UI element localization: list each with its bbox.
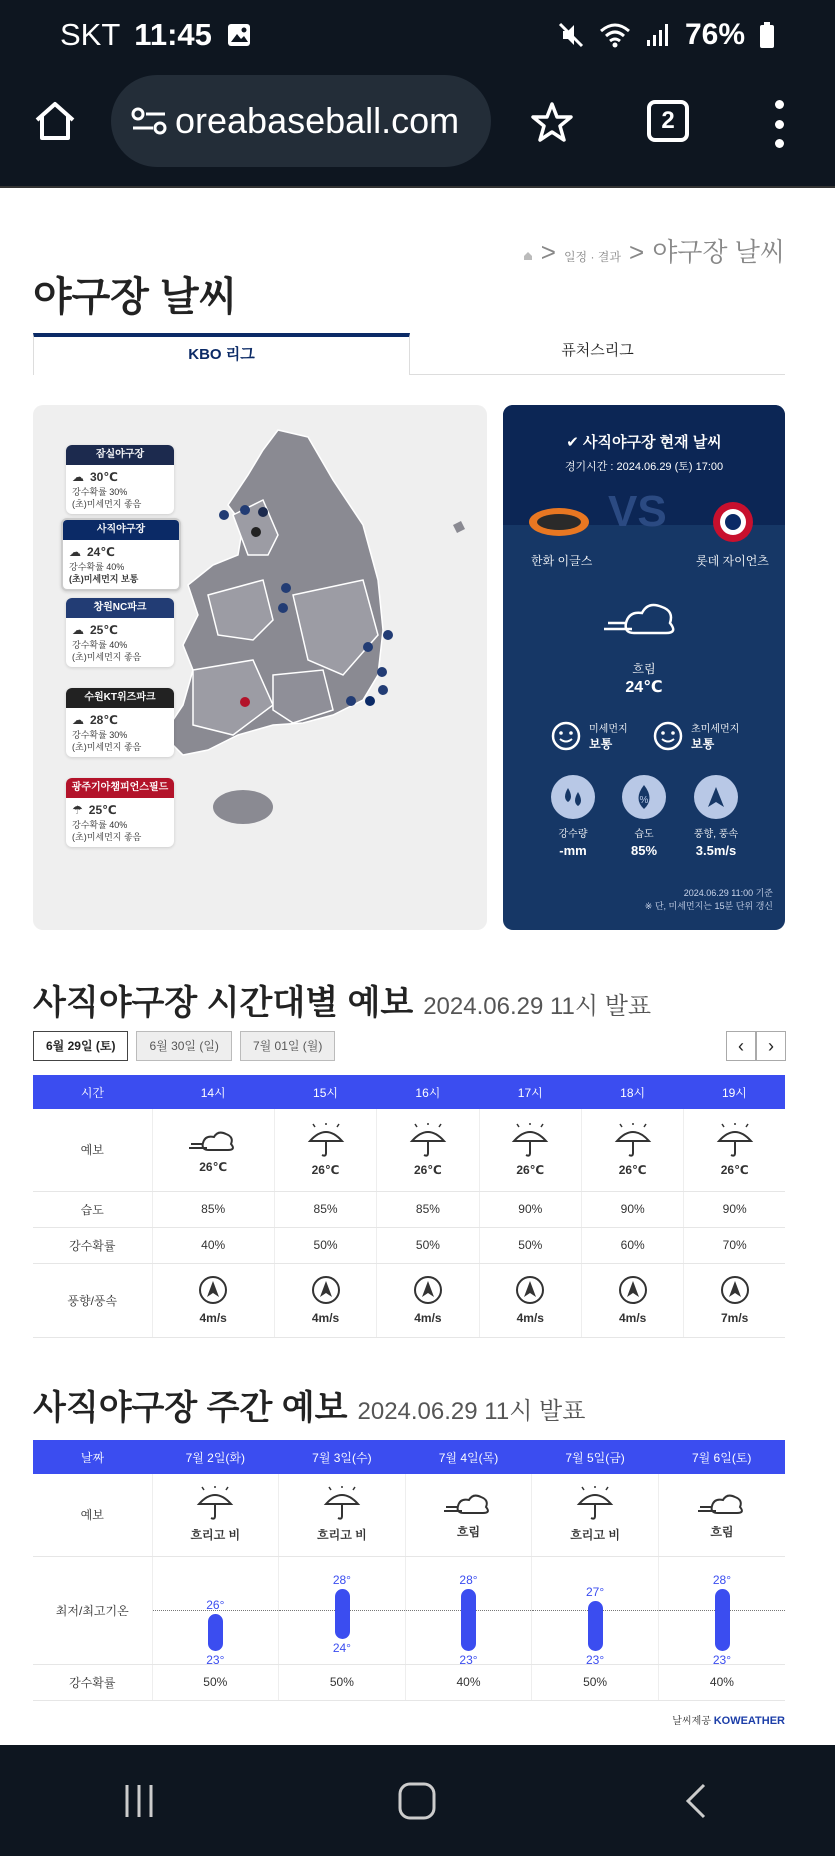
min-temp: 23°: [586, 1653, 605, 1668]
next-arrow-icon[interactable]: ›: [756, 1031, 786, 1061]
tab-switcher-button[interactable]: 2: [647, 100, 689, 142]
day-tab-1[interactable]: 6월 29일 (토): [33, 1031, 128, 1061]
carrier: SKT: [60, 17, 121, 52]
cloudy-icon: [604, 593, 684, 643]
stadium-card-sajik[interactable]: 사직야구장 ☁ 24℃ 강수확률 40% (초)미세먼지 보통: [61, 518, 181, 591]
min-temp: 24°: [332, 1640, 351, 1655]
gallery-icon: [226, 22, 252, 48]
fine-dust: 미세먼지 보통: [551, 720, 628, 752]
hour-nav: [726, 1031, 786, 1061]
breadcrumb: > 일정 · 결과 > 야구장 날씨: [523, 232, 785, 269]
site-settings-icon[interactable]: [131, 106, 167, 136]
min-temp: 23°: [459, 1653, 478, 1668]
stadium-name: 사직야구장: [63, 520, 179, 540]
stadium-name: 광주기아챔피언스필드: [66, 778, 174, 798]
cloudy-icon: [189, 1126, 237, 1156]
clock: 11:45: [134, 17, 212, 52]
min-temp: 23°: [206, 1653, 225, 1668]
browser-toolbar: [0, 70, 835, 188]
rain-stat: 강수량 -mm: [538, 775, 608, 858]
max-temp: 28°: [712, 1572, 732, 1587]
row-label: 시간: [33, 1075, 152, 1109]
page-title: 야구장 날씨: [33, 275, 238, 319]
temp-range-bar: [406, 1566, 532, 1668]
smile-icon: [653, 721, 683, 751]
league-tabs: [33, 333, 785, 375]
day-tab-3[interactable]: 7월 01일 (월): [240, 1031, 335, 1061]
max-temp: 28°: [332, 1572, 351, 1587]
stadium-card-suwon[interactable]: 수원KT위즈파크 ☁ 28℃ 강수확률 30% (초)미세먼지 좋음: [66, 688, 174, 757]
page-content: [0, 190, 835, 1745]
battery-icon: [759, 21, 775, 49]
table-row: 예보 흐리고 비 흐리고 비 흐림 흐리고 비 흐림: [33, 1474, 785, 1556]
table-row: 강수확률 50% 50% 40% 50% 40%: [33, 1664, 785, 1700]
wind-direction-icon: [704, 785, 728, 809]
cloud-icon: ☁: [72, 623, 84, 637]
system-nav-bar: [0, 1745, 835, 1856]
stadium-card-gwangju[interactable]: 광주기아챔피언스필드 ☂ 25℃ 강수확률 40% (초)미세먼지 좋음: [66, 778, 174, 847]
hourly-title: 사직야구장 시간대별 예보 2024.06.29 11시 발표: [33, 984, 652, 1022]
stadium-map: [33, 405, 487, 930]
umbrella-rain-icon: [306, 1123, 346, 1159]
wind-direction-icon: [413, 1275, 443, 1305]
breadcrumb-schedule[interactable]: 일정 · 결과: [563, 250, 621, 264]
away-team: 롯데 자이언츠: [696, 554, 769, 568]
home-small-icon[interactable]: [523, 251, 533, 261]
url-text: oreabaseball.com: [175, 100, 460, 141]
bookmark-star-icon[interactable]: [530, 100, 574, 144]
wifi-icon: [599, 21, 631, 49]
prev-arrow-icon[interactable]: ‹: [726, 1031, 756, 1061]
cloudy-icon: [698, 1489, 746, 1519]
back-icon[interactable]: [676, 1781, 716, 1821]
umbrella-rain-icon: [408, 1123, 448, 1159]
current-weather-panel: [503, 405, 785, 930]
umbrella-rain-icon: [613, 1123, 653, 1159]
hourly-table: 시간 14시 15시 16시 17시 18시 19시 예보 26℃ 26℃ 26℃ 26℃ 26℃ 26℃ 습도 85% 85% 85% 90% 90% 90% 강수확률 40% 50% 50% 50% 60% 70% 풍향/풍속 4m/s 4m/s 4m/s 4m/s 4m/s 7m/s: [33, 1075, 785, 1338]
home-nav-icon[interactable]: [397, 1781, 437, 1821]
home-team: 한화 이글스: [531, 554, 593, 568]
giants-logo-icon: [705, 500, 761, 544]
eagles-logo-icon: [527, 502, 591, 542]
game-time: 경기시간 : 2024.06.29 (토) 17:00: [564, 461, 724, 473]
table-row: 풍향/풍속 4m/s 4m/s 4m/s 4m/s 4m/s 7m/s: [33, 1263, 785, 1337]
breadcrumb-current: 야구장 날씨: [652, 237, 785, 267]
max-temp: 27°: [586, 1585, 605, 1600]
temp-range-bar: [279, 1566, 405, 1654]
current-footnote: 2024.06.29 11:00 기준 ※ 단, 미세먼지는 15분 단위 갱신: [644, 888, 773, 911]
current-condition: 흐림: [632, 662, 656, 676]
table-row: 예보 26℃ 26℃ 26℃ 26℃ 26℃ 26℃: [33, 1109, 785, 1191]
smile-icon: [551, 721, 581, 751]
tab-futures[interactable]: 퓨처스리그: [410, 333, 785, 375]
vs-mark: VS: [608, 487, 667, 536]
home-icon[interactable]: [32, 98, 78, 144]
row-label: 날짜: [33, 1440, 152, 1474]
umbrella-rain-icon: [575, 1486, 615, 1522]
recent-apps-icon[interactable]: [119, 1781, 159, 1821]
cloud-icon: ☁: [72, 713, 84, 727]
max-temp: 28°: [459, 1572, 478, 1587]
table-row: 최저/최고기온 26° 23° 28° 24° 28° 23° 27° 23° 28° 23°: [33, 1556, 785, 1664]
stadium-name: 창원NC파크: [66, 598, 174, 618]
check-icon: ✔: [566, 434, 583, 451]
battery-percent: 76%: [684, 18, 745, 51]
current-title: ✔ 사직야구장 현재 날씨: [566, 434, 722, 451]
umbrella-rain-icon: [322, 1486, 362, 1522]
temp-range-bar: [153, 1566, 279, 1668]
svg-text:%: %: [639, 795, 649, 806]
humidity-icon: [631, 783, 657, 811]
weather-credit: 날씨제공 KOWEATHER: [672, 1715, 785, 1727]
humidity-stat: % 습도 85%: [609, 775, 679, 858]
day-tabs: [33, 1031, 335, 1061]
stadium-name: 수원KT위즈파크: [66, 688, 174, 708]
rain-cloud-icon: ☂: [72, 803, 83, 817]
wind-direction-icon: [311, 1275, 341, 1305]
table-row: 강수확률 40% 50% 50% 50% 60% 70%: [33, 1227, 785, 1263]
stadium-card-changwon[interactable]: 창원NC파크 ☁ 25℃ 강수확률 40% (초)미세먼지 좋음: [66, 598, 174, 667]
mute-icon: [557, 21, 585, 49]
weekly-title: 사직야구장 주간 예보 2024.06.29 11시 발표: [33, 1389, 586, 1427]
umbrella-rain-icon: [510, 1123, 550, 1159]
temp-range-bar: [659, 1566, 785, 1668]
current-temp: 24℃: [625, 679, 663, 696]
url-bar[interactable]: [111, 75, 491, 167]
stadium-card-jamsil[interactable]: 잠실야구장 ☁ 30℃ 강수확률 30% (초)미세먼지 좋음: [66, 445, 174, 514]
wind-stat: 풍향, 풍속 3.5m/s: [681, 775, 751, 858]
temp-range-bar: [532, 1566, 658, 1668]
status-bar: [0, 0, 835, 70]
cloudy-icon: [444, 1489, 492, 1519]
stadium-name: 잠실야구장: [66, 445, 174, 465]
umbrella-rain-icon: [195, 1486, 235, 1522]
signal-icon: [645, 22, 671, 48]
cloud-icon: ☁: [72, 470, 84, 484]
cloud-icon: ☁: [69, 545, 81, 559]
wind-direction-icon: [618, 1275, 648, 1305]
wind-direction-icon: [720, 1275, 750, 1305]
day-tab-2[interactable]: 6월 30일 (일): [136, 1031, 231, 1061]
wind-direction-icon: [515, 1275, 545, 1305]
weekly-table: 날짜 7월 2일(화) 7월 3일(수) 7월 4일(목) 7월 5일(금) 7월 6일(토) 예보 흐리고 비 흐리고 비 흐림 흐리고 비 흐림 최저/최고기온 26° 23° 28° 24° 28° 23° 27° 23° 28° 23° 강수확률 50% 50% 40% 50% 40%: [33, 1440, 785, 1701]
min-temp: 23°: [712, 1653, 732, 1668]
more-menu-icon[interactable]: [772, 100, 786, 148]
raindrops-icon: [560, 784, 586, 810]
umbrella-rain-icon: [715, 1123, 755, 1159]
max-temp: 26°: [206, 1597, 225, 1612]
ultra-fine-dust: 초미세먼지 보통: [653, 720, 739, 752]
table-row: 습도 85% 85% 85% 90% 90% 90%: [33, 1191, 785, 1227]
tab-kbo[interactable]: KBO 리그: [33, 333, 410, 375]
wind-direction-icon: [198, 1275, 228, 1305]
